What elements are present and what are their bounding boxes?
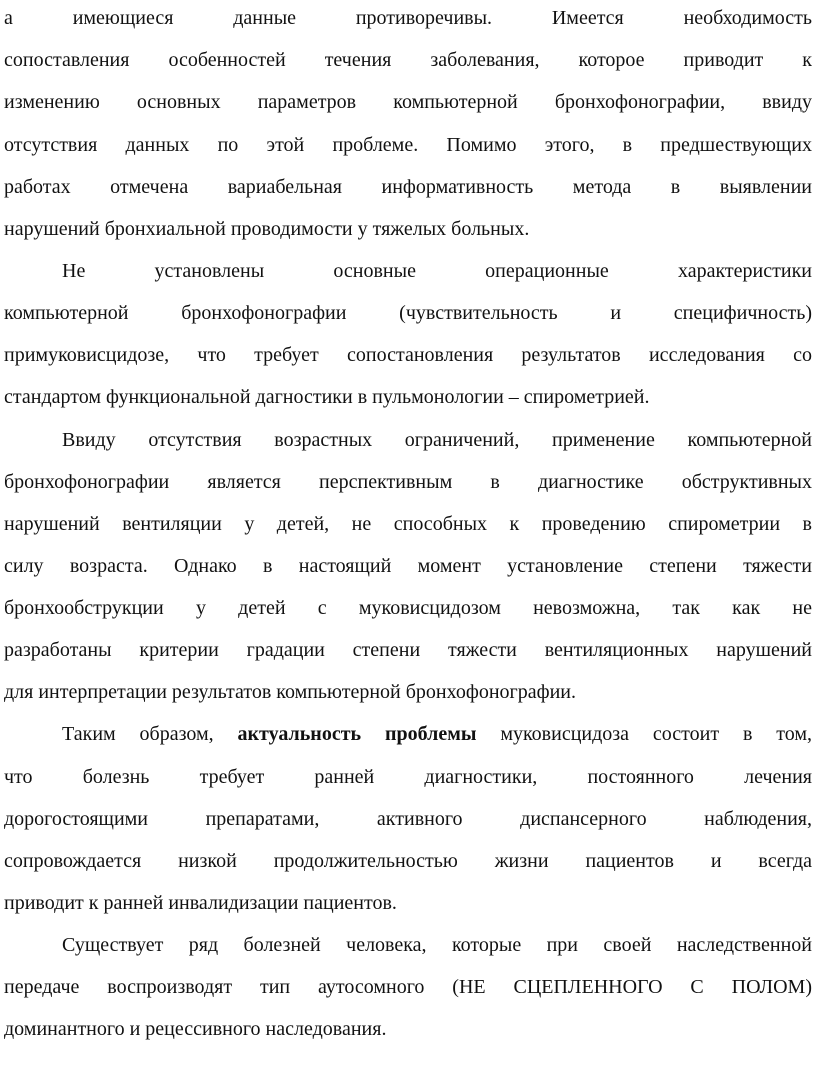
text-line: что болезнь требует ранней диагностики, постоянного лечения	[4, 766, 812, 788]
text-line: Ввиду отсутствия возрастных ограничений, применение компьютерной	[62, 429, 812, 451]
text-line: передаче воспроизводят тип аутосомного (НЕ СЦЕПЛЕННОГО С ПОЛОМ)	[4, 976, 812, 998]
text-line: бронхообструкции у детей с муковисцидозом невозможна, так как не	[4, 597, 812, 619]
text-line: компьютерной бронхофонографии (чувствительность и специфичность)	[4, 302, 812, 324]
text-line: отсутствия данных по этой проблеме. Помимо этого, в предшествующих	[4, 134, 812, 156]
relevance-line	[62, 721, 812, 747]
text-line: доминантного и рецессивного наследования.	[4, 1018, 387, 1040]
text-line: работах отмечена вариабельная информативность метода в выявлении	[4, 176, 812, 198]
text-line: дорогостоящими препаратами, активного диспансерного наблюдения,	[4, 808, 812, 830]
text-line: нарушений бронхиальной проводимости у тяжелых больных.	[4, 218, 530, 240]
text-line: сопоставления особенностей течения заболевания, которое приводит к	[4, 49, 812, 71]
text-line: приводит к ранней инвалидизации пациентов.	[4, 892, 397, 914]
text-line: Существует ряд болезней человека, которые при своей наследственной	[62, 934, 812, 956]
text-line: сопровождается низкой продолжительностью жизни пациентов и всегда	[4, 850, 812, 872]
text-line: разработаны критерии градации степени тяжести вентиляционных нарушений	[4, 639, 812, 661]
text-line: а имеющиеся данные противоречивы. Имеется необходимость	[4, 7, 812, 29]
text-line: стандартом функциональной дагностики в пульмонологии – спирометрией.	[4, 386, 650, 408]
text-line: силу возраста. Однако в настоящий момент установление степени тяжести	[4, 555, 812, 577]
text-line: нарушений вентиляции у детей, не способных к проведению спирометрии в	[4, 513, 812, 535]
text-line: бронхофонографии является перспективным в диагностике обструктивных	[4, 471, 812, 493]
relevance-suffix: муковисцидоза состоит в том,	[476, 723, 812, 745]
relevance-prefix: Таким образом,	[62, 723, 238, 745]
relevance-bold-term: актуальность проблемы	[237, 723, 477, 745]
text-line: изменению основных параметров компьютерной бронхофонографии, ввиду	[4, 91, 812, 113]
text-line: Не установлены основные операционные характеристики	[62, 260, 812, 282]
text-line: примуковисцидозе, что требует сопостановления результатов исследования со	[4, 344, 812, 366]
text-line: для интерпретации результатов компьютерной бронхофонографии.	[4, 681, 576, 703]
